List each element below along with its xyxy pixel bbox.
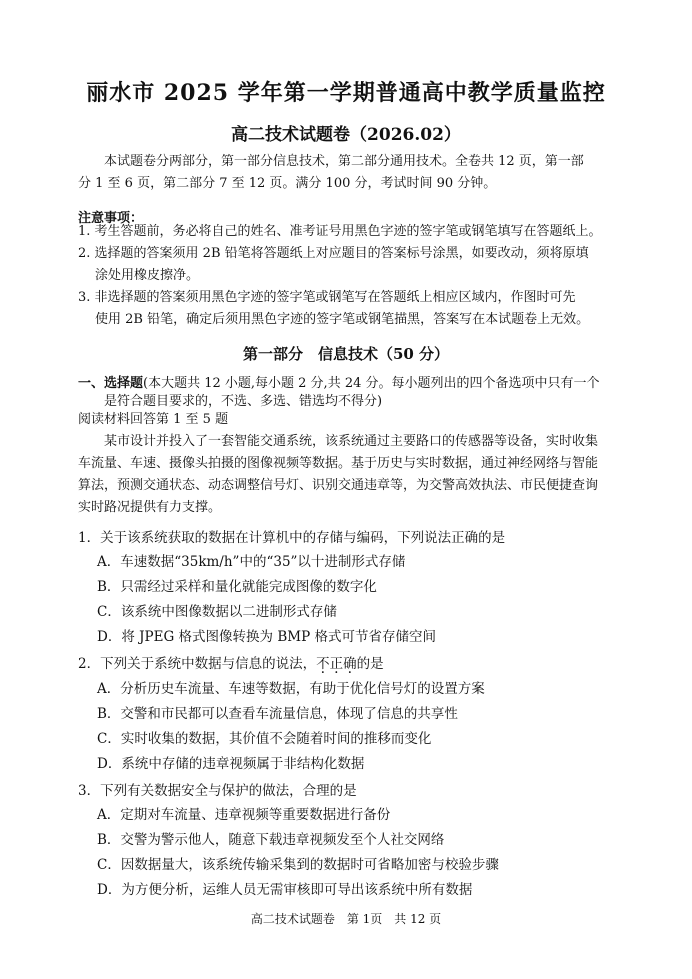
section-title: 第一部分 信息技术（50 分） [242,345,450,363]
question-3-option-d: D．为方便分析，运维人员无需审核即可导出该系统中所有数据 [97,882,473,898]
notes-heading: 注意事项： [78,211,144,226]
intro-line-1: 本试题卷分两部分，第一部分信息技术，第二部分通用技术。全卷共 12 页，第一部 [104,154,584,169]
question-2-option-c: C．实时收集的数据，其价值不会随着时间的推移而变化 [97,731,432,747]
material-line-3: 算法，预测交通状态、动态调整信号灯、识别交通违章等，为交警高效执法、市民便捷查询 [78,478,599,493]
note-item-3-cont: 使用 2B 铅笔，确定后须用黑色字迹的签字笔或钢笔描黑，答案写在本试题卷上无效。 [95,312,590,327]
question-3-option-a: A．定期对车流量、违章视频等重要数据进行备份 [97,807,391,823]
emphasis-char-2: 正 [329,656,344,672]
page-subtitle: 高二技术试题卷（2026.02） [231,125,461,145]
page-footer: 高二技术试题卷 第 1页 共 12 页 [250,912,442,926]
question-1-option-d: D．将 JPEG 格式图像转换为 BMP 格式可节省存储空间 [97,629,436,645]
note-item-2: 2. 选择题的答案须用 2B 铅笔将答题纸上对应题目的答案标号涂黑，如要改动，须将原填 [78,246,589,261]
part1-heading-line2: 是符合题目要求的，不选、多选、错选均不得分) [104,394,383,409]
emphasis-char-3: 确 [343,656,357,672]
question-1-option-b: B．只需经过采样和量化就能完成图像的数字化 [97,579,377,595]
note-item-3: 3. 非选择题的答案须用黑色字迹的签字笔或钢笔写在答题纸上相应区域内，作图时可先 [78,290,576,305]
material-line-2: 车流量、车速、摄像头拍摄的图像视频等数据。基于历史与实时数据，通过神经网络与智能 [78,456,599,471]
reading-instruction: 阅读材料回答第 1 至 5 题 [78,412,229,427]
question-2-option-b: B．交警和市民都可以查看车流量信息，体现了信息的共享性 [97,706,458,722]
note-item-2-cont: 涂处用橡皮擦净。 [95,268,200,283]
question-2-stem-post: 的是 [356,656,384,672]
material-line-1: 某市设计并投入了一套智能交通系统，该系统通过主要路口的传感器等设备，实时收集 [104,434,599,449]
question-1-stem: 1．关于该系统获取的数据在计算机中的存储与编码，下列说法正确的是 [78,530,506,546]
question-1-option-c: C．该系统中图像数据以二进制形式存储 [97,604,337,620]
question-3-stem: 3．下列有关数据安全与保护的做法，合理的是 [78,783,357,799]
question-2-option-d: D．系统中存储的违章视频属于非结构化数据 [97,756,365,772]
question-2-stem [78,652,384,672]
question-1-option-a: A．车速数据“35km/h”中的“35”以十进制形式存储 [97,554,406,570]
part1-heading-rest: (本大题共 12 小题,每小题 2 分,共 24 分。每小题列出的四个备选项中只有一个 [143,376,600,391]
material-line-4: 实时路况提供有力支撑。 [78,500,222,515]
intro-line-2: 分 1 至 6 页，第二部分 7 至 12 页。满分 100 分，考试时间 90 分钟。 [78,176,497,191]
question-2-option-a: A．分析历史车流量、车速等数据，有助于优化信号灯的设置方案 [97,681,485,697]
question-2-stem-pre: 2．下列关于系统中数据与信息的说法， [78,656,317,672]
page-title: 丽水市 2025 学年第一学期普通高中教学质量监控 [86,80,606,106]
emphasis-char-1: 不 [316,656,330,672]
part1-heading-bold: 一、选择题 [78,376,144,391]
note-item-1: 1. 考生答题前，务必将自己的姓名、准考证号用黑色字迹的签字笔或钢笔填写在答题纸上。 [78,224,602,239]
question-3-option-c: C．因数据量大，该系统传输采集到的数据时可省略加密与校验步骤 [97,857,499,873]
question-3-option-b: B．交警为警示他人，随意下载违章视频发至个人社交网络 [97,832,445,848]
